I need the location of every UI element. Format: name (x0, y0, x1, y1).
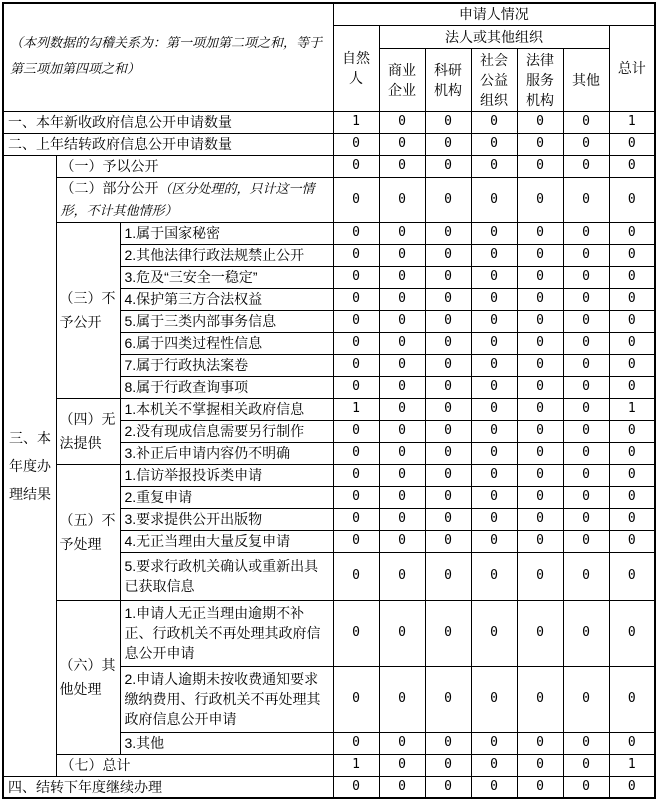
value-cell: 0 (517, 464, 563, 486)
value-cell: 0 (333, 732, 379, 754)
value-cell: 0 (471, 732, 517, 754)
value-cell: 0 (563, 354, 609, 376)
value-cell: 1 (333, 111, 379, 133)
value-cell: 0 (563, 530, 609, 552)
value-cell: 0 (379, 486, 425, 508)
value-cell: 0 (333, 420, 379, 442)
value-cell: 0 (609, 464, 655, 486)
value-cell: 0 (425, 486, 471, 508)
value-cell: 0 (333, 442, 379, 464)
value-cell: 0 (425, 222, 471, 244)
value-cell: 0 (379, 354, 425, 376)
row-granted-label: （一）予以公开 (56, 155, 333, 177)
value-cell: 0 (609, 133, 655, 155)
value-cell: 0 (563, 486, 609, 508)
value-cell: 0 (563, 244, 609, 266)
row-notprocessed-5-label: 5.要求行政机关确认或重新出具已获取信息 (120, 552, 333, 600)
value-cell: 0 (379, 332, 425, 354)
row-denied-8-label: 8.属于行政查询事项 (120, 376, 333, 398)
value-cell: 0 (563, 420, 609, 442)
value-cell: 0 (379, 376, 425, 398)
row-denied-5-label: 5.属于三类内部事务信息 (120, 310, 333, 332)
value-cell: 0 (563, 666, 609, 732)
header-col-research-institution: 科研机构 (425, 48, 471, 111)
value-cell: 0 (609, 310, 655, 332)
value-cell: 0 (517, 155, 563, 177)
value-cell: 0 (471, 420, 517, 442)
value-cell: 0 (609, 177, 655, 222)
header-col-other: 其他 (563, 48, 609, 111)
value-cell: 0 (609, 266, 655, 288)
value-cell: 0 (563, 155, 609, 177)
value-cell: 0 (471, 332, 517, 354)
value-cell: 0 (425, 376, 471, 398)
value-cell: 0 (425, 464, 471, 486)
row-denied-2-label: 2.其他法律行政法规禁止公开 (120, 244, 333, 266)
row-denied-1-label: 1.属于国家秘密 (120, 222, 333, 244)
value-cell: 0 (609, 244, 655, 266)
value-cell: 0 (517, 420, 563, 442)
value-cell: 0 (333, 133, 379, 155)
value-cell: 0 (517, 754, 563, 776)
value-cell: 0 (379, 666, 425, 732)
value-cell: 0 (333, 486, 379, 508)
value-cell: 0 (379, 111, 425, 133)
row-otherhandling-3-label: 3.其他 (120, 732, 333, 754)
value-cell: 0 (563, 754, 609, 776)
value-cell: 0 (517, 133, 563, 155)
value-cell: 0 (563, 732, 609, 754)
value-cell: 0 (425, 600, 471, 666)
value-cell: 0 (425, 732, 471, 754)
group-otherhandling-label: （六）其他处理 (56, 600, 120, 754)
value-cell: 0 (425, 111, 471, 133)
value-cell: 0 (609, 354, 655, 376)
value-cell: 0 (563, 266, 609, 288)
row-carry-next-year (3, 776, 655, 798)
value-cell: 0 (425, 332, 471, 354)
value-cell: 0 (425, 530, 471, 552)
value-cell: 0 (425, 310, 471, 332)
row-granted (3, 155, 655, 177)
value-cell: 0 (609, 155, 655, 177)
value-cell: 0 (333, 600, 379, 666)
value-cell: 1 (609, 111, 655, 133)
value-cell: 0 (379, 244, 425, 266)
value-cell: 0 (471, 155, 517, 177)
row-denied-7-label: 7.属于行政执法案卷 (120, 354, 333, 376)
value-cell: 0 (471, 222, 517, 244)
header-col-legal-service-org: 法律服务机构 (517, 48, 563, 111)
value-cell: 0 (517, 486, 563, 508)
group-notprocessed-label: （五）不予处理 (56, 464, 120, 600)
value-cell: 0 (471, 552, 517, 600)
header-legal-org-group: 法人或其他组织 (379, 25, 609, 48)
row-notprocessed-1 (3, 464, 655, 486)
row-notprocessed-2-label: 2.重复申请 (120, 486, 333, 508)
value-cell: 0 (379, 310, 425, 332)
value-cell: 0 (379, 754, 425, 776)
value-cell: 0 (471, 508, 517, 530)
value-cell: 0 (379, 288, 425, 310)
value-cell: 0 (563, 376, 609, 398)
value-cell: 0 (333, 776, 379, 798)
value-cell: 0 (471, 354, 517, 376)
value-cell: 0 (517, 776, 563, 798)
value-cell: 0 (609, 776, 655, 798)
value-cell: 0 (609, 442, 655, 464)
value-cell: 0 (425, 354, 471, 376)
row-otherhandling-1 (3, 600, 655, 666)
value-cell: 0 (425, 508, 471, 530)
value-cell: 0 (609, 600, 655, 666)
value-cell: 0 (333, 464, 379, 486)
row-section-total (3, 754, 655, 776)
row-new-applications-label: 一、本年新收政府信息公开申请数量 (3, 111, 333, 133)
value-cell: 0 (379, 398, 425, 420)
header-col-commercial-enterprise: 商业企业 (379, 48, 425, 111)
value-cell: 0 (471, 600, 517, 666)
value-cell: 0 (471, 464, 517, 486)
value-cell: 0 (379, 155, 425, 177)
group-denied-label: （三）不予公开 (56, 222, 120, 398)
value-cell: 0 (517, 508, 563, 530)
value-cell: 1 (609, 754, 655, 776)
value-cell: 0 (609, 376, 655, 398)
value-cell: 0 (425, 288, 471, 310)
value-cell: 0 (609, 552, 655, 600)
value-cell: 0 (425, 133, 471, 155)
value-cell: 0 (471, 266, 517, 288)
value-cell: 0 (379, 222, 425, 244)
value-cell: 0 (379, 530, 425, 552)
value-cell: 0 (379, 133, 425, 155)
value-cell: 0 (425, 442, 471, 464)
value-cell: 0 (517, 442, 563, 464)
header-col-total: 总计 (609, 25, 655, 111)
row-carried-over (3, 133, 655, 155)
value-cell: 0 (517, 177, 563, 222)
value-cell: 0 (517, 222, 563, 244)
value-cell: 0 (563, 332, 609, 354)
value-cell: 0 (563, 177, 609, 222)
disclosure-table (2, 2, 656, 799)
value-cell: 0 (333, 266, 379, 288)
value-cell: 0 (471, 288, 517, 310)
value-cell: 0 (471, 398, 517, 420)
value-cell: 0 (563, 310, 609, 332)
value-cell: 0 (333, 552, 379, 600)
value-cell: 0 (517, 354, 563, 376)
value-cell: 0 (333, 177, 379, 222)
group-unable-label: （四）无法提供 (56, 398, 120, 464)
row-unable-1 (3, 398, 655, 420)
value-cell: 0 (333, 376, 379, 398)
value-cell: 0 (471, 442, 517, 464)
value-cell: 0 (563, 222, 609, 244)
value-cell: 0 (425, 266, 471, 288)
row-partial-label (56, 177, 333, 222)
value-cell: 0 (563, 111, 609, 133)
value-cell: 0 (379, 552, 425, 600)
value-cell: 0 (517, 552, 563, 600)
value-cell: 0 (563, 508, 609, 530)
value-cell: 0 (333, 666, 379, 732)
row-denied-6-label: 6.属于四类过程性信息 (120, 332, 333, 354)
row-section-total-label: （七）总计 (56, 754, 333, 776)
row-notprocessed-1-label: 1.信访举报投诉类申请 (120, 464, 333, 486)
value-cell: 0 (333, 288, 379, 310)
value-cell: 0 (471, 133, 517, 155)
value-cell: 0 (425, 177, 471, 222)
value-cell: 0 (333, 332, 379, 354)
value-cell: 0 (425, 776, 471, 798)
value-cell: 0 (471, 244, 517, 266)
value-cell: 0 (425, 398, 471, 420)
value-cell: 0 (471, 776, 517, 798)
row-unable-3-label: 3.补正后申请内容仍不明确 (120, 442, 333, 464)
row-notprocessed-3-label: 3.要求提供公开出版物 (120, 508, 333, 530)
value-cell: 0 (517, 288, 563, 310)
value-cell: 0 (379, 776, 425, 798)
row-unable-1-label: 1.本机关不掌握相关政府信息 (120, 398, 333, 420)
row-partial-label-main: （二）部分公开 (60, 179, 159, 196)
value-cell: 0 (517, 310, 563, 332)
value-cell: 1 (333, 754, 379, 776)
value-cell: 0 (471, 754, 517, 776)
value-cell: 0 (517, 332, 563, 354)
value-cell: 0 (333, 310, 379, 332)
section-annual-results-label: 三、本年度办理结果 (3, 155, 56, 776)
value-cell: 1 (609, 398, 655, 420)
value-cell: 0 (563, 600, 609, 666)
value-cell: 0 (609, 508, 655, 530)
value-cell: 0 (471, 111, 517, 133)
value-cell: 0 (425, 666, 471, 732)
value-cell: 0 (609, 530, 655, 552)
value-cell: 0 (517, 530, 563, 552)
value-cell: 0 (333, 155, 379, 177)
value-cell: 0 (517, 244, 563, 266)
value-cell: 0 (379, 177, 425, 222)
row-denied-3-label: 3.危及“三安全一稳定” (120, 266, 333, 288)
value-cell: 0 (425, 155, 471, 177)
row-denied-4-label: 4.保护第三方合法权益 (120, 288, 333, 310)
row-unable-2-label: 2.没有现成信息需要另行制作 (120, 420, 333, 442)
value-cell: 1 (333, 398, 379, 420)
row-carry-next-year-label: 四、结转下年度继续办理 (3, 776, 333, 798)
value-cell: 0 (379, 266, 425, 288)
row-otherhandling-2-label: 2.申请人逾期未按收费通知要求缴纳费用、行政机关不再处理其政府信息公开申请 (120, 666, 333, 732)
value-cell: 0 (563, 464, 609, 486)
value-cell: 0 (471, 530, 517, 552)
value-cell: 0 (425, 244, 471, 266)
value-cell: 0 (563, 398, 609, 420)
note-cell: （本列数据的勾稽关系为：第一项加第二项之和，等于第三项加第四项之和） (3, 3, 333, 111)
value-cell: 0 (517, 666, 563, 732)
value-cell: 0 (471, 310, 517, 332)
row-notprocessed-4-label: 4.无正当理由大量反复申请 (120, 530, 333, 552)
value-cell: 0 (609, 288, 655, 310)
value-cell: 0 (425, 552, 471, 600)
header-col-social-welfare-org: 社会公益组织 (471, 48, 517, 111)
header-applicant-situation: 申请人情况 (333, 3, 655, 25)
value-cell: 0 (517, 732, 563, 754)
value-cell: 0 (471, 666, 517, 732)
header-col-natural-person: 自然人 (333, 25, 379, 111)
value-cell: 0 (609, 222, 655, 244)
value-cell: 0 (609, 666, 655, 732)
value-cell: 0 (563, 133, 609, 155)
header-row-1 (3, 3, 655, 25)
value-cell: 0 (379, 420, 425, 442)
value-cell: 0 (517, 398, 563, 420)
value-cell: 0 (471, 177, 517, 222)
value-cell: 0 (517, 376, 563, 398)
value-cell: 0 (425, 754, 471, 776)
value-cell: 0 (333, 508, 379, 530)
value-cell: 0 (517, 111, 563, 133)
value-cell: 0 (379, 442, 425, 464)
value-cell: 0 (471, 486, 517, 508)
value-cell: 0 (563, 288, 609, 310)
value-cell: 0 (609, 420, 655, 442)
value-cell: 0 (333, 354, 379, 376)
value-cell: 0 (609, 486, 655, 508)
value-cell: 0 (333, 222, 379, 244)
value-cell: 0 (333, 244, 379, 266)
row-new-applications (3, 111, 655, 133)
value-cell: 0 (379, 600, 425, 666)
value-cell: 0 (379, 732, 425, 754)
row-carried-over-label: 二、上年结转政府信息公开申请数量 (3, 133, 333, 155)
value-cell: 0 (517, 266, 563, 288)
row-partial-label-note: （区分处理的，只计这一情形，不计其他情形） (60, 181, 315, 219)
row-otherhandling-1-label: 1.申请人无正当理由逾期不补正、行政机关不再处理其政府信息公开申请 (120, 600, 333, 666)
value-cell: 0 (563, 552, 609, 600)
value-cell: 0 (609, 332, 655, 354)
value-cell: 0 (517, 600, 563, 666)
value-cell: 0 (609, 732, 655, 754)
row-denied-1 (3, 222, 655, 244)
value-cell: 0 (471, 376, 517, 398)
value-cell: 0 (379, 464, 425, 486)
value-cell: 0 (563, 776, 609, 798)
value-cell: 0 (379, 508, 425, 530)
value-cell: 0 (425, 420, 471, 442)
row-partial (3, 177, 655, 222)
value-cell: 0 (563, 442, 609, 464)
value-cell: 0 (333, 530, 379, 552)
